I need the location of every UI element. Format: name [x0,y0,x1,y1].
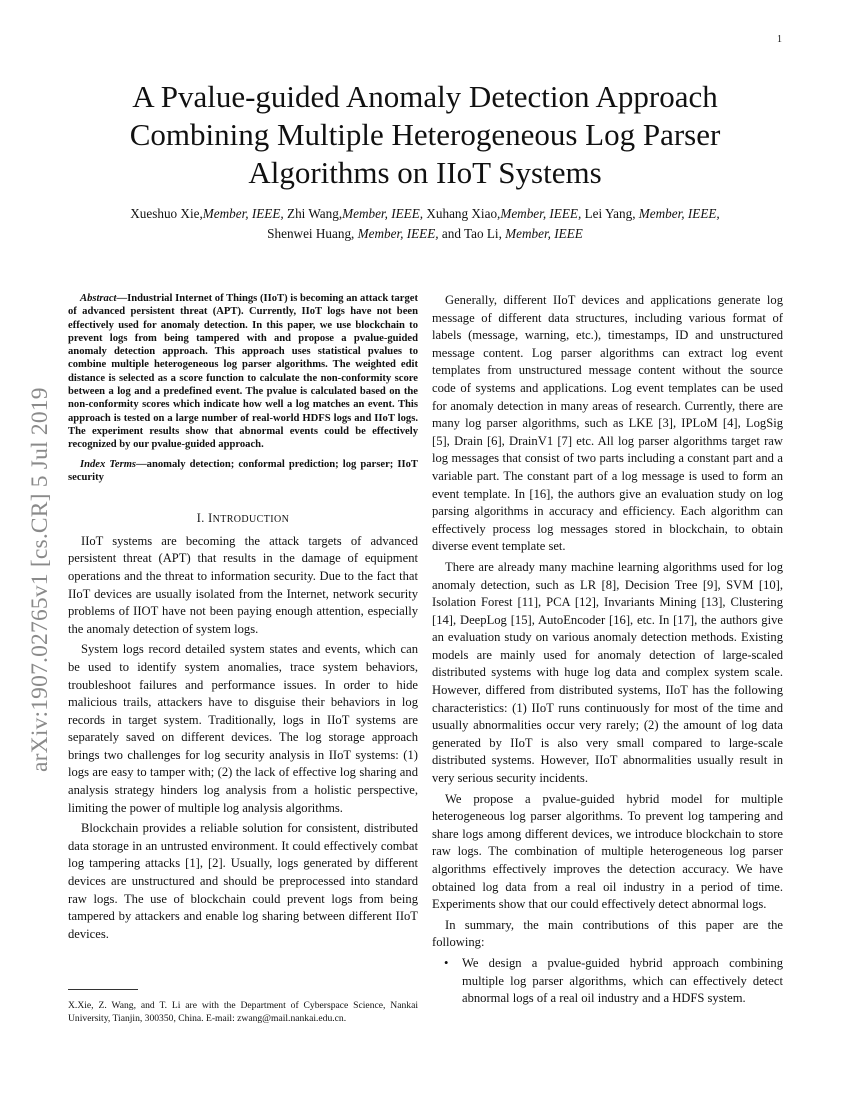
author-name: Lei Yang, [584,206,636,221]
author-name: Xuhang Xiao, [426,206,501,221]
list-item: • We design a pvalue-guided hybrid approach combining multiple log parser algorithms, which can effectively detect abnormal logs of a real oil industry and a HDFS system. [462,955,783,1008]
footnote: X.Xie, Z. Wang, and T. Li are with the Department of Cyberspace Science, Nankai University, Tianjin, 300350, China. E-mail: zwang@mail.nankai.edu.cn. [68,1000,418,1024]
index-terms-label: Index Terms [80,458,137,470]
author-membership: Member, IEEE, [638,206,720,221]
section-title-rest: NTRODUCTION [212,514,290,526]
author-name: and Tao Li, [441,226,502,241]
author-membership: Member, IEEE, [202,206,284,221]
page-number: 1 [777,34,782,45]
paragraph: System logs record detailed system states and events, which can be used to identify system anomalies, trace system behaviors, troubleshoot failures and performance issues. In order to hide malicious trails, attackers have to disguise their behaviors in log records in target system. Traditionally, logs in IIoT systems are separately saved on different devices. The log storage approach brings two challenges for log security analysis in IIoT systems: (1) logs are easy to tamper with; (2) the lack of effective log sharing and analysis strategy hinders log analysis from a holistic perspective, limiting the power of multiple log analysis algorithms. [68,642,418,815]
paragraph: Blockchain provides a reliable solution for consistent, distributed data storage in an untrusted environment. It could effectively combat log tampering attacks [1], [2]. Usually, logs generated by different devices are unstructured and should be preprocessed into standard raw logs. The use of blockchain could prevent logs from being tampered by attackers and enable log sharing between different IIoT devices. [68,821,418,941]
author-membership: Member, IEEE, [357,226,439,241]
arxiv-stamp: arXiv:1907.02765v1 [cs.CR] 5 Jul 2019 [27,387,53,772]
right-column [432,292,783,1008]
section-number: I. [196,511,205,526]
author-name: Shenwei Huang, [267,226,355,241]
author-membership: Member, IEEE, [500,206,582,221]
author-membership: Member, IEEE, [342,206,424,221]
section-heading-introduction [68,510,418,529]
paragraph: Generally, different IIoT devices and applications generate log message of different data structures, including various format of labels (message, warning, etc.), timestamps, ID and unstructured message content. Log parser algorithms can extract log event templates from unstructured message content without the source code of systems and applications. Log event templates can be used for anomaly detection in many areas of research. Currently, there are many log parser algorithms, such as LKE [3], IPLoM [4], LogSig [5], Drain [6], DrainV1 [7] etc. All log parser algorithms target raw log messages that consist of two parts including a constant part and a variable part. The constant part of a log message is used to form an event template. In [16], the authors give an evaluation study on log parsing algorithms in accuracy and efficiency. Each algorithm can effectively process log messages stored in blockchain, to obtain diverse event template set. [432,293,783,554]
left-column [68,292,418,946]
section-title-initial: I [208,511,213,526]
author-name: Xueshuo Xie, [130,206,203,221]
paragraph: We propose a pvalue-guided hybrid model for multiple heterogeneous log parser algorithms. To prevent log tampering and share logs among different devices, we introduce blockchain to store raw logs. The combination of multiple heterogeneous log parser algorithms effectively improves the detection accuracy. We have obtained log data from a real oil industry in a period of time. Experiments show that our could effectively detect abnormal logs. [432,791,783,912]
index-terms: Index Terms—anomaly detection; conformal prediction; log parser; IIoT security [68,458,418,483]
index-terms-text: anomaly detection; conformal prediction; log parser; IIoT security [68,458,418,483]
author-membership: Member, IEEE [505,226,583,241]
paragraph: In summary, the main contributions of this paper are the following: [432,917,783,950]
author-name: Zhi Wang, [287,206,343,221]
paragraph: There are already many machine learning algorithms used for log anomaly detection, such as LR [8], Decision Tree [9], SVM [10], Isolation Forest [11], PCA [12], Invariants Mining [13], Clustering [14], DeepLog [15], AutoEncoder [16], etc. In [17], the authors give an evaluation study on various anomaly detection methods. Existing models are mainly used for anomaly detection of large-scaled distributed systems with huge log data and complex system scale. However, differed from distributed systems, IIoT has the following characteristics: (1) IIoT runs continuously for most of the time and usually abnormalities occur very rarely; (2) the amount of log data generated by IIoT is also very small compared to large-scale distributed systems. However, IIoT abnormalities usually result in very serious security incidents. [432,559,783,786]
abstract-text: Industrial Internet of Things (IIoT) is becoming an attack target of advanced persistent threat (APT). Currently, IIoT logs have not been effectively used for anomaly detection. In this paper, we use blockchain to prevent logs from being tampered with and propose a pvalue-guided anomaly detection approach. This approach uses statistical pvalues to combine multiple heterogeneous log parser algorithms. The weighted edit distance is selected as a score function to calculate the non-conformity score between a log and a predefined event. The pvalue is calculated based on the non-conformity scores which indicate how well a log matches an event. This approach is tested on a large number of real-world HDFS logs and IIoT logs. The experiment results show that abnormal events could be effectively recognized by our pvalue-guided approach. [68,293,418,451]
abstract: Abstract—Industrial Internet of Things (IIoT) is becoming an attack target of advanced persistent threat (APT). Currently, IIoT logs have not been effectively used for anomaly detection. In this paper, we use blockchain to prevent logs from being tampered with and propose a pvalue-guided anomaly detection approach. This approach uses statistical pvalues to combine multiple heterogeneous log parser algorithms. The weighted edit distance is selected as a score function to calculate the non-conformity score between a log and a predefined event. The pvalue is calculated based on the non-conformity scores which indicate how well a log matches an event. This approach is tested on a large number of real-world HDFS logs and IIoT logs. The experiment results show that abnormal events could be effectively recognized by our pvalue-guided approach. [68,293,418,451]
contributions-list [432,955,783,1008]
paper-title: A Pvalue-guided Anomaly Detection Approach Combining Multiple Heterogeneous Log Parser Algorithms on IIoT Systems [129,79,721,190]
author-list [60,204,790,244]
abstract-label: Abstract [80,293,117,304]
paragraph: IIoT systems are becoming the attack targets of advanced persistent threat (APT) that results in the damage of equipment operations and the threat to information security. Due to the fact that IIoT devices are usually isolated from the Internet, network security problems of IIOT have not been paying enough attention, especially the anomaly detection of system logs. [68,533,418,636]
footnote-rule [68,989,138,990]
